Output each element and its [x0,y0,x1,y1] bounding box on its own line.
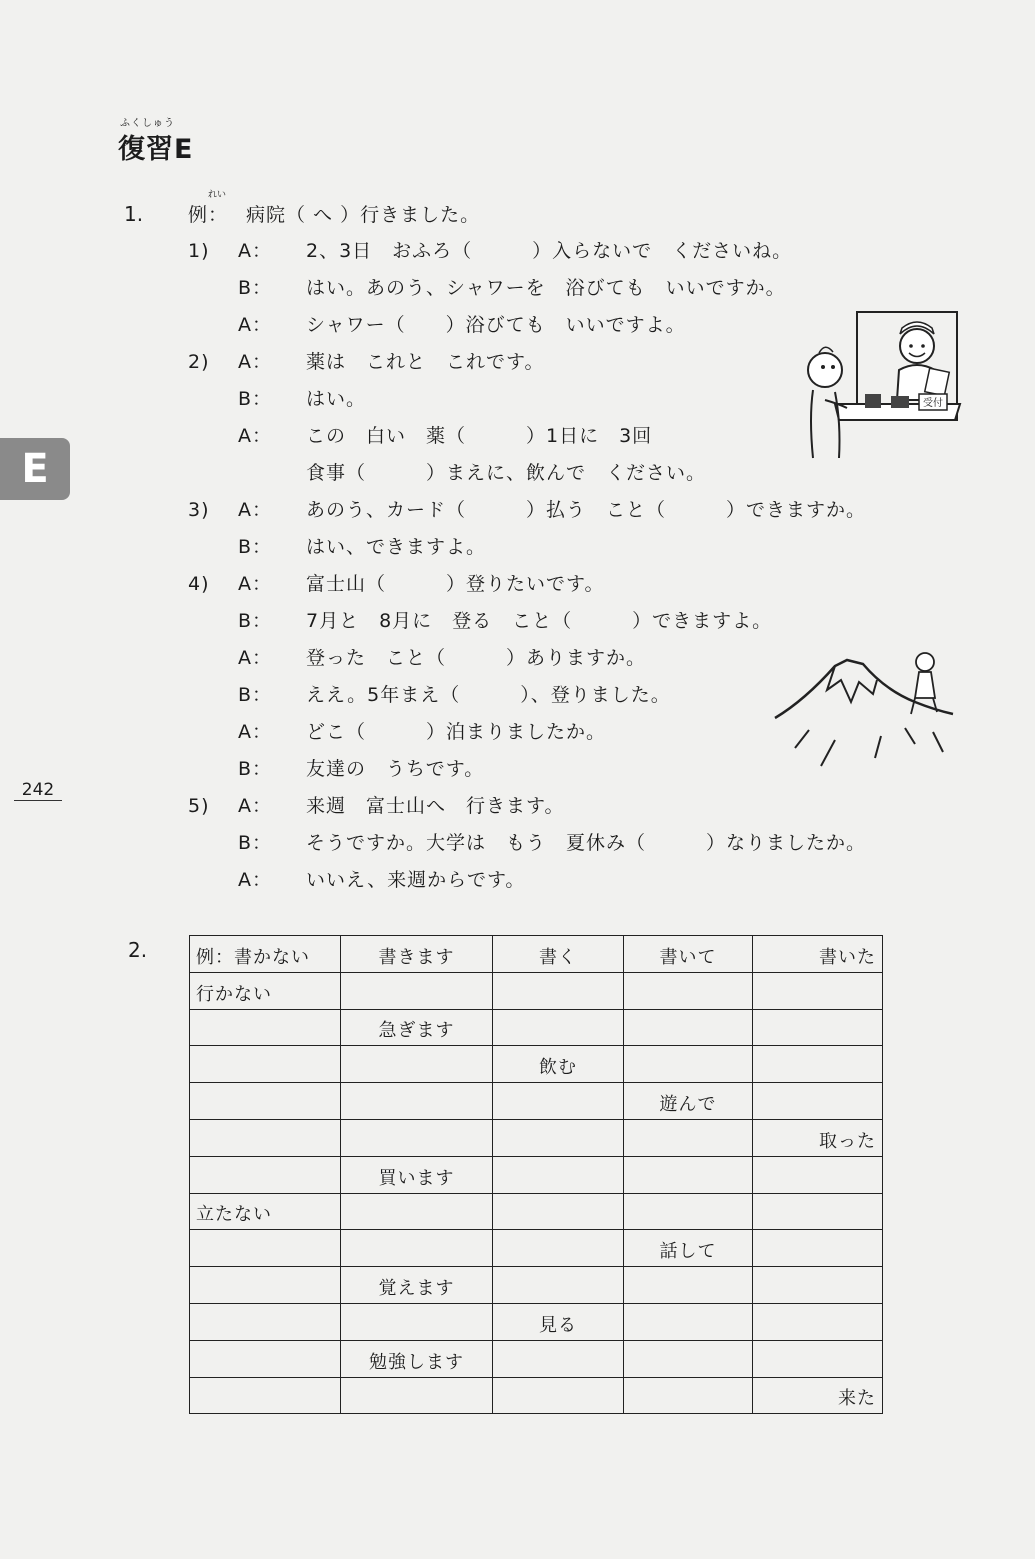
table-cell [341,1230,493,1267]
table-cell [190,1193,341,1230]
page-title: 復習E [118,134,194,165]
title-ruby: ふくしゅう [120,118,175,129]
table-row [190,1009,883,1046]
table-cell [190,1377,341,1414]
table-cell [190,1230,341,1267]
table-row [190,1119,883,1156]
table-row [190,1193,883,1230]
table-row [190,1046,883,1083]
table-cell [753,1156,883,1193]
table-cell [493,1119,624,1156]
dialogue-line: B： はい。あのう、シャワーを 浴びても いいですか。 [238,277,786,299]
verb-form: 書かない [234,946,310,968]
dialogue-line: 1) A： 2、3日 おふろ（ ）入らないで くださいね。 [188,240,793,262]
dialogue-line: 5) A： 来週 富士山へ 行きます。 [188,795,565,817]
dialogue-line: B： ええ。5年まえ（ ）、登りました。 [238,684,671,706]
verb-form: 書く [539,946,577,968]
table-cell [624,1046,753,1083]
table-cell [190,1267,341,1304]
table-cell [190,1009,341,1046]
table-cell [624,1119,753,1156]
verb-form: 見る [539,1314,577,1336]
verb-form: 行かない [196,983,272,1005]
table-cell [493,1340,624,1377]
table-cell [624,1193,753,1230]
table-cell [624,1156,753,1193]
patient-head [808,353,842,387]
table-cell [753,1119,883,1156]
dialogue-line: 2) A： 薬は これと これです。 [188,351,545,373]
table-cell [190,1119,341,1156]
table-row [190,936,883,973]
table-cell [624,1083,753,1120]
table-cell [341,972,493,1009]
table-cell [493,1009,624,1046]
verb-form: 取った [819,1130,876,1152]
table-row [190,1340,883,1377]
table-row [190,1083,883,1120]
verb-form: 立たない [196,1204,272,1226]
dialogue-line: 3) A： あのう、カード（ ）払う こと（ ）できますか。 [188,499,867,521]
table-cell [190,936,341,973]
exercise-1-number: 1. [124,202,144,226]
table-row [190,972,883,1009]
table-cell [753,1303,883,1340]
table-cell [341,1009,493,1046]
table-cell [190,1046,341,1083]
table-cell [493,972,624,1009]
verb-form: 急ぎます [378,1020,455,1042]
table-cell [753,1377,883,1414]
table-cell [753,1267,883,1304]
table-cell [624,1230,753,1267]
table-cell [493,1083,624,1120]
table-cell [493,1267,624,1304]
table-cell [341,1193,493,1230]
table-cell [753,1046,883,1083]
dialogue-line: B： 友達の うちです。 [238,758,485,780]
table-cell [624,1340,753,1377]
example-label: 例： [196,946,234,968]
table-cell [493,1230,624,1267]
example-text: 病院（ へ ）行きました。 [246,204,481,226]
verb-form: 書きます [378,946,455,968]
table-cell [624,972,753,1009]
table-cell [493,1156,624,1193]
table-cell [190,1156,341,1193]
dialogue-line: A： いいえ、来週からです。 [238,869,526,891]
dialogue-line: B： はい、できますよ。 [238,536,487,558]
table-cell [341,1377,493,1414]
verb-form: 書いて [659,946,717,968]
dialogue-line: B： はい。 [238,388,367,410]
verb-form: 買います [378,1167,455,1189]
table-cell [341,1083,493,1120]
mount-fuji-illustration [765,640,975,780]
table-cell [493,1193,624,1230]
table-cell [493,1377,624,1414]
table-cell [493,1046,624,1083]
dialogue-line: B： 7月と 8月に 登る こと（ ）できますよ。 [238,610,773,632]
table-cell [493,1303,624,1340]
verb-form: 覚えます [378,1277,455,1299]
example-line [188,190,481,227]
clinic-reception-illustration [795,308,965,460]
table-cell [753,1340,883,1377]
table-cell [341,1267,493,1304]
table-cell [624,936,753,973]
table-cell [624,1377,753,1414]
table-cell [753,1009,883,1046]
climber-head [916,653,934,671]
verb-form: 書いた [819,946,876,968]
dialogue-line: 食事（ ）まえに、飲んで ください。 [306,462,707,484]
table-row [190,1230,883,1267]
dialogue-line: A： 登った こと（ ）ありますか。 [238,647,647,669]
table-row [190,1156,883,1193]
verb-form: 来た [838,1388,876,1410]
page-number: 242 [14,780,62,801]
example-label: れい 例： [188,190,229,226]
table-cell [190,1083,341,1120]
dialogue-line: A： シャワー（ ）浴びても いいですよ。 [238,314,686,336]
chapter-tab: E [0,438,70,500]
reception-sign-text: 受付 [923,398,943,409]
table-cell [190,972,341,1009]
table-cell [624,1009,753,1046]
verb-form: 遊んで [659,1093,717,1115]
nurse-head [900,329,934,363]
table-cell [341,1119,493,1156]
conjugation-table [189,935,883,1414]
table-cell [753,1230,883,1267]
table-cell [493,936,624,973]
table-row [190,1377,883,1414]
table-cell [624,1267,753,1304]
exercise-2-number: 2. [128,938,148,962]
table-cell [624,1303,753,1340]
dialogue-line: A： この 白い 薬（ ）1日に 3回 [238,425,653,447]
table-cell [341,1303,493,1340]
table-cell [753,1193,883,1230]
table-cell [753,972,883,1009]
table-cell [190,1303,341,1340]
table-cell [190,1340,341,1377]
verb-form: 話して [659,1241,717,1263]
table-cell [341,1156,493,1193]
verb-form: 飲む [539,1057,577,1079]
table-cell [341,936,493,973]
table-row [190,1267,883,1304]
verb-form: 勉強します [369,1351,464,1373]
dialogue-line: 4) A： 富士山（ ）登りたいです。 [188,573,605,595]
dialogue-line: A： どこ（ ）泊まりましたか。 [238,721,607,743]
table-row [190,1303,883,1340]
dialogue-line: B： そうですか。大学は もう 夏休み（ ）なりましたか。 [238,832,867,854]
section-heading [118,114,193,166]
table-cell [753,1083,883,1120]
table-cell [341,1340,493,1377]
table-cell [753,936,883,973]
table-cell [341,1046,493,1083]
